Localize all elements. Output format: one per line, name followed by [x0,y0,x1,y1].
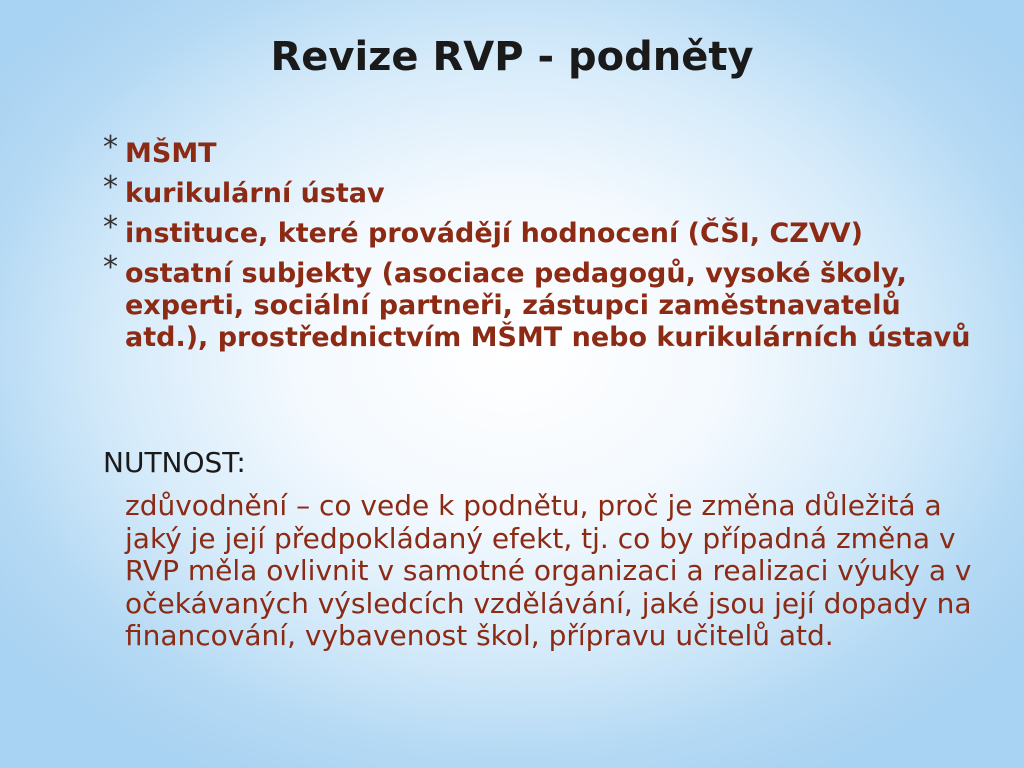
note-heading: NUTNOST: [103,446,246,479]
bullet-item [103,170,983,210]
slide-title: Revize RVP - podněty [270,34,754,80]
bullet-text: MŠMT [125,138,217,169]
bullet-text: ostatní subjekty (asociace pedagogů, vysoké školy, experti, sociální partneři, zástupci zaměstnavatelů atd.), prostřednictvím MŠMT nebo kurikulárních ústavů [125,258,971,353]
asterisk-bullet-icon: * [103,210,118,245]
note-body: zdůvodnění – co vede k podnětu, proč je změna důležitá a jaký je její předpokládaný efekt, tj. co by případná změna v RVP měla ovlivnit v samotné organizaci a realizaci výuky a v očekávaných výsledcích vzdělávání, jaké jsou její dopady na financování, vybavenost škol, přípravu učitelů atd. [125,489,972,652]
bullet-list [103,130,983,362]
asterisk-bullet-icon: * [103,130,118,165]
bullet-item [103,130,983,170]
bullet-text: kurikulární ústav [125,178,385,209]
bullet-text: instituce, které provádějí hodnocení (ČŠI, CZVV) [125,218,863,249]
bullet-item [103,250,983,354]
bullet-item [103,210,983,250]
asterisk-bullet-icon: * [103,250,118,285]
asterisk-bullet-icon: * [103,170,118,205]
